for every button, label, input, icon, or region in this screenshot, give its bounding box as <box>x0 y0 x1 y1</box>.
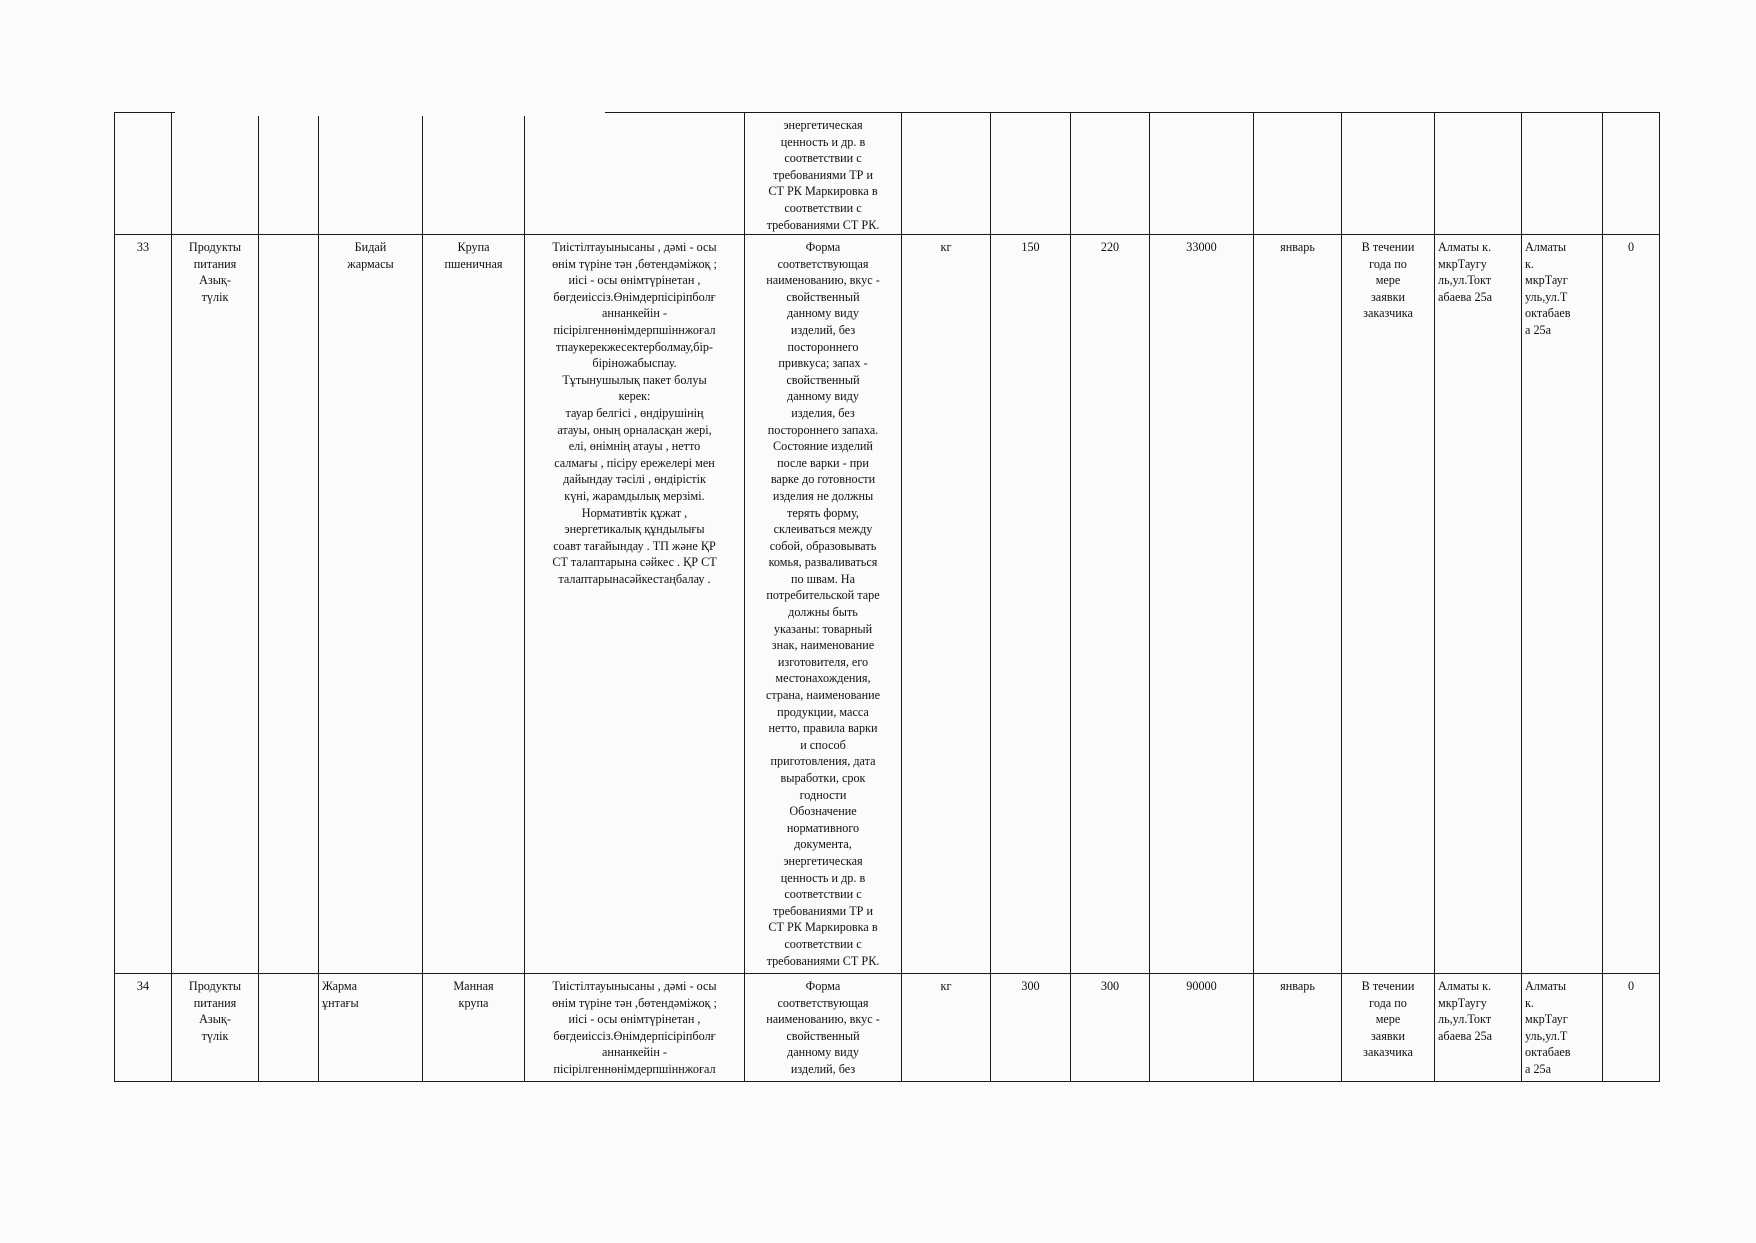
cell-advance: 0 <box>1603 974 1660 1082</box>
table-row <box>115 235 1660 974</box>
cell-name-ru: Крупа пшеничная <box>423 235 525 974</box>
cell-term: В течении года по мере заявки заказчика <box>1342 974 1435 1082</box>
cell-name-kz: Бидай жармасы <box>319 235 423 974</box>
cell-col3 <box>259 235 319 974</box>
cell-month <box>1254 113 1342 235</box>
cell-address-customer: Алматы к. мкрТауг уль,ул.Т октабаев а 25а <box>1522 974 1603 1082</box>
cell-col3 <box>259 974 319 1082</box>
cell-desc-ru: энергетическая ценность и др. в соответствии с требованиями ТР и СТ РК Маркировка в соответствии с требованиями СТ РК. <box>745 113 902 235</box>
cell-address-delivery: Алматы к. мкрТаугу ль,ул.Токт абаева 25а <box>1435 974 1522 1082</box>
cell-qty: 150 <box>991 235 1071 974</box>
cell-unit: кг <box>902 974 991 1082</box>
cell-address-customer <box>1522 113 1603 235</box>
scan-gap <box>175 106 605 116</box>
cell-price: 220 <box>1071 235 1150 974</box>
cell-unit: кг <box>902 235 991 974</box>
cell-advance: 0 <box>1603 235 1660 974</box>
cell-term: В течении года по мере заявки заказчика <box>1342 235 1435 974</box>
cell-unit <box>902 113 991 235</box>
cell-advance <box>1603 113 1660 235</box>
cell-category: Продукты питания Азық- түлік <box>172 974 259 1082</box>
cell-qty: 300 <box>991 974 1071 1082</box>
cell-desc-ru: Форма соответствующая наименованию, вкус - свойственный данному виду изделий, без постороннего привкуса; запах - свойственный данному виду изделия, без постороннего запаха. Состояние изделий после варки - при варке до готовности изделия не должны терять форму, склеиваться между собой, образовывать комья, разваливаться по швам. На потребительской таре должны быть указаны: товарный знак, наименование изготовителя, его местонахождения, страна, наименование продукции, масса нетто, правила варки и способ приготовления, дата выработки, срок годности Обозначение нормативного документа, энергетическая ценность и др. в соответствии с требованиями ТР и СТ РК Маркировка в соответствии с требованиями СТ РК. <box>745 235 902 974</box>
cell-qty <box>991 113 1071 235</box>
cell-num <box>115 113 172 235</box>
cell-sum: 33000 <box>1150 235 1254 974</box>
cell-month: январь <box>1254 235 1342 974</box>
cell-num: 34 <box>115 974 172 1082</box>
table-row <box>115 974 1660 1082</box>
cell-address-customer: Алматы к. мкрТауг уль,ул.Т октабаев а 25а <box>1522 235 1603 974</box>
cell-col3 <box>259 113 319 235</box>
cell-desc-ru: Форма соответствующая наименованию, вкус - свойственный данному виду изделий, без <box>745 974 902 1082</box>
cell-price: 300 <box>1071 974 1150 1082</box>
cell-address-delivery <box>1435 113 1522 235</box>
cell-sum <box>1150 113 1254 235</box>
procurement-table <box>114 112 1660 1082</box>
cell-desc-kz: Тиістілтауынысаны , дәмі - осы өнім түріне тән ,бөтендәміжоқ ; иісі - осы өнімтүрінетан , бөгдеиіссіз.Өнімдерпісіріпболғ аннанкейін - пісірілгеннөнімдерпшіннжоғал тпаукерекжесектерболмау,бір- біріножабыспау. Тұтынушылық пакет болуы керек: тауар белгісі , өндірушінің атауы, оның орналасқан жері, елі, өнімнің атауы , нетто салмағы , пісіру ережелері мен дайындау тәсілі , өндірістік күні, жарамдылық мерзімі. Нормативтік құжат , энергетикалық құндылығы соавт тағайындау . ТП және ҚР СТ талаптарына сәйкес . ҚР СТ талаптарынасәйкестаңбалау . <box>525 235 745 974</box>
cell-name-kz: Жарма ұнтағы <box>319 974 423 1082</box>
cell-desc-kz <box>525 113 745 235</box>
cell-name-ru <box>423 113 525 235</box>
cell-num: 33 <box>115 235 172 974</box>
cell-name-kz <box>319 113 423 235</box>
cell-category <box>172 113 259 235</box>
cell-category: Продукты питания Азық- түлік <box>172 235 259 974</box>
cell-name-ru: Манная крупа <box>423 974 525 1082</box>
cell-price <box>1071 113 1150 235</box>
cell-address-delivery: Алматы к. мкрТаугу ль,ул.Токт абаева 25а <box>1435 235 1522 974</box>
cell-desc-kz: Тиістілтауынысаны , дәмі - осы өнім түріне тән ,бөтендәміжоқ ; иісі - осы өнімтүрінетан , бөгдеиіссіз.Өнімдерпісіріпболғ аннанкейін - пісірілгеннөнімдерпшіннжоғал <box>525 974 745 1082</box>
cell-month: январь <box>1254 974 1342 1082</box>
cell-sum: 90000 <box>1150 974 1254 1082</box>
cell-term <box>1342 113 1435 235</box>
table-row <box>115 113 1660 235</box>
